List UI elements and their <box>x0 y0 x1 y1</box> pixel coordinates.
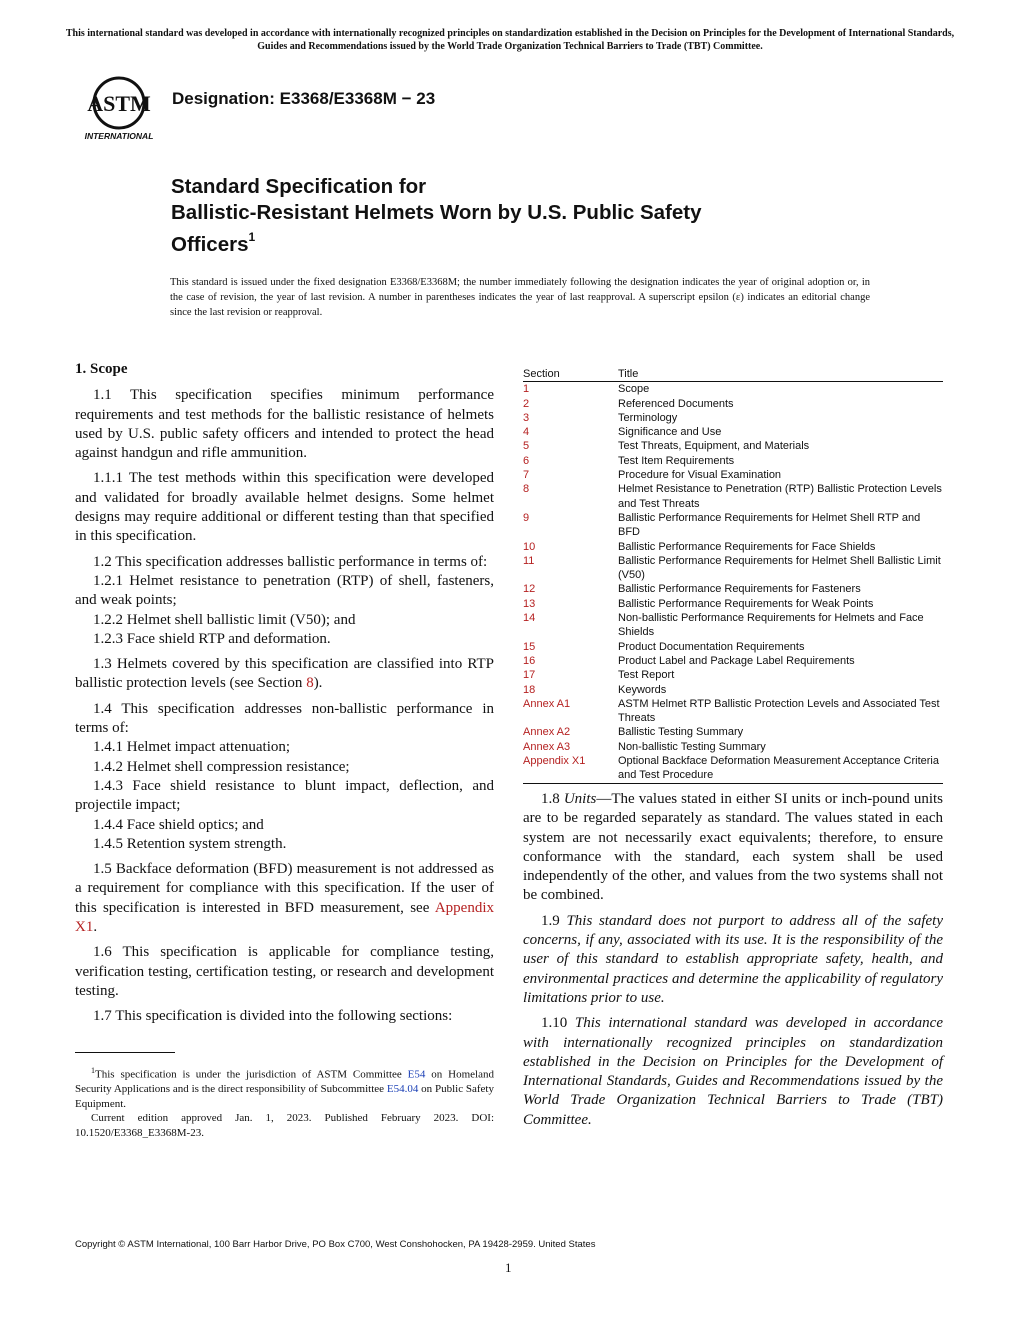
table-row <box>523 740 943 754</box>
section-title: Scope <box>618 383 650 396</box>
column-header-title: Title <box>618 368 639 380</box>
table-row <box>523 425 943 439</box>
table-row <box>523 411 943 425</box>
section-title: Referenced Documents <box>618 397 734 410</box>
issue-note: This standard is issued under the fixed designation E3368/E3368M; the number immediately following the designation indicates the year of original adoption or, in the case of revision, the year of last revision. A number in parentheses indicates the year of last reapproval. A superscript epsilon (ε) indicates an editorial change since the last revision or reapproval. <box>170 277 870 318</box>
para-1-1: 1.1 This specification specifies minimum performance requirements and test methods for the ballistic resistance of helmets used by U.S. public safety officers and intended to protect the head against handgun and rifle ammunition. <box>75 387 494 462</box>
section-title: Ballistic Performance Requirements for Fasteners <box>618 583 861 596</box>
table-row <box>523 640 943 654</box>
table-row <box>523 468 943 482</box>
section-link[interactable]: 6 <box>523 454 530 467</box>
title-line-2: Ballistic-Resistant Helmets Worn by U.S. Public Safety <box>171 201 702 224</box>
section-title: Test Item Requirements <box>618 454 735 467</box>
section-link[interactable]: 4 <box>523 426 530 439</box>
para-1-2-3: 1.2.3 Face shield RTP and deformation. <box>93 630 331 647</box>
table-row <box>523 554 943 583</box>
table-row <box>523 597 943 611</box>
section-link[interactable]: 1 <box>523 383 530 396</box>
section-title: Procedure for Visual Examination <box>618 469 782 482</box>
title-line-3: Officers <box>171 232 249 256</box>
table-row <box>523 511 943 540</box>
section-title: Optional Backface Deformation Measurement Acceptance Criteria and Test Procedure <box>618 755 939 782</box>
section-heading-scope: 1. Scope <box>75 361 128 377</box>
footnote-1: $^1$This specification is under the jurisdiction of ASTM Committee E54 on Homeland Security Applications and is the direct responsibility of Subcommittee E54.04 on Public Safety Equipment. <box>75 1066 494 1110</box>
para-1-6: 1.6 This specification is applicable for compliance testing, verification testing, certification testing, or research and development testing. <box>75 944 494 999</box>
table-row <box>523 611 943 640</box>
para-1-2-2: 1.2.2 Helmet shell ballistic limit (V50); and <box>93 611 356 628</box>
table-row <box>523 654 943 668</box>
section-title: Non-ballistic Testing Summary <box>618 740 766 753</box>
section-title: Product Documentation Requirements <box>618 640 805 653</box>
table-row <box>523 540 943 554</box>
section-link[interactable]: Appendix X1 <box>523 755 586 768</box>
table-row <box>523 382 943 396</box>
section-link[interactable]: Annex A3 <box>523 740 571 753</box>
section-title: ASTM Helmet RTP Ballistic Protection Levels and Associated Test Threats <box>618 697 940 725</box>
section-link[interactable]: 15 <box>523 640 536 653</box>
standard-notice: This international standard was developed in accordance with internationally recognized principles on standardization established in the Decision on Principles for the Development of International Standards, Guides and Recommendations issued by the World Trade Organization Technical Barriers to Trade (TBT) Committee. <box>65 28 955 52</box>
section-link[interactable]: 7 <box>523 469 530 482</box>
section-title: Helmet Resistance to Penetration (RTP) Ballistic Protection Levels and Test Threats <box>618 483 942 510</box>
footnote-divider <box>75 1052 175 1053</box>
column-header-section: Section <box>523 368 560 380</box>
copyright: Copyright © ASTM International, 100 Barr Harbor Drive, PO Box C700, West Conshohocken, PA 19428-2959. United States <box>75 1239 596 1250</box>
para-1-8: 1.8 Units—The values stated in either SI units or inch-pound units are to be regarded separately as standard. The values stated in each system are not necessarily exact equivalents; therefore, to ensure conformance with the standard, each system shall be used independently of the other, and values from the two systems shall not be combined. <box>523 791 943 904</box>
logo-wordmark: ASTM <box>87 91 151 116</box>
section-link[interactable]: Annex A2 <box>523 726 571 739</box>
table-row <box>523 482 943 511</box>
para-1-4-2: 1.4.2 Helmet shell compression resistance; <box>93 758 350 775</box>
section-link[interactable]: 9 <box>523 511 530 524</box>
table-row <box>523 454 943 468</box>
subcommittee-e54-04-link[interactable]: E54.04 <box>386 1083 419 1096</box>
section-title: Keywords <box>618 683 667 696</box>
para-1-5: 1.5 Backface deformation (BFD) measurement is not addressed as a requirement for compliance with this specification. If the user of this specification is interested in BFD measurement, see Appendix X1. <box>75 861 494 936</box>
committee-e54-link[interactable]: E54 <box>407 1068 426 1081</box>
section-link[interactable]: 18 <box>523 683 536 696</box>
para-1-2: 1.2 This specification addresses ballistic performance in terms of: <box>93 553 488 570</box>
logo-subtext: INTERNATIONAL <box>84 131 154 141</box>
section-title: Ballistic Performance Requirements for Helmet Shell Ballistic Limit (V50) <box>618 554 941 582</box>
para-1-3: 1.3 Helmets covered by this specification are classified into RTP ballistic protection levels (see Section 8). <box>75 656 494 692</box>
table-row <box>523 683 943 697</box>
section-title: Significance and Use <box>618 426 722 439</box>
section-8-link[interactable]: 8 <box>306 675 314 692</box>
section-link[interactable]: 14 <box>523 612 536 625</box>
section-link[interactable]: 17 <box>523 669 536 682</box>
appendix-x1-link[interactable]: Appendix X1 <box>75 899 494 936</box>
section-title: Test Threats, Equipment, and Materials <box>618 440 810 453</box>
section-link[interactable]: Annex A1 <box>523 697 571 710</box>
para-1-9: 1.9 This standard does not purport to address all of the safety concerns, if any, associated with its use. It is the responsibility of the user of this standard to establish appropriate safety, health, and environmental practices and determine the applicability of regulatory limitations prior to use. <box>523 912 944 1006</box>
section-title: Product Label and Package Label Requirements <box>618 654 855 667</box>
footnote <box>75 1064 494 1141</box>
left-column <box>75 360 494 1033</box>
section-title: Ballistic Performance Requirements for Helmet Shell RTP and BFD <box>618 511 921 539</box>
section-title: Ballistic Performance Requirements for Weak Points <box>618 597 874 610</box>
table-header <box>523 367 943 382</box>
footnote-edition: Current edition approved Jan. 1, 2023. Published February 2023. DOI: 10.1520/E3368_E3368M-23. <box>75 1112 494 1140</box>
section-link[interactable]: 8 <box>523 483 530 496</box>
section-link[interactable]: 2 <box>523 397 530 410</box>
para-1-10: 1.10 This international standard was developed in accordance with internationally recognized principles on standardization established in the Decision on Principles for the Development of International Standards, Guides and Recommendations issued by the World Trade Organization Technical Barriers to Trade (TBT) Committee. <box>523 1015 944 1128</box>
para-1-7: 1.7 This specification is divided into the following sections: <box>93 1008 453 1025</box>
section-title: Non-ballistic Performance Requirements for Helmets and Face Shields <box>618 612 924 639</box>
section-title: Terminology <box>618 411 678 424</box>
section-link[interactable]: 11 <box>523 554 535 567</box>
table-row <box>523 582 943 596</box>
section-link[interactable]: 5 <box>523 440 530 453</box>
sections-table <box>523 367 943 784</box>
title-line-1: Standard Specification for <box>171 175 427 198</box>
table-row <box>523 397 943 411</box>
title-footnote-marker[interactable]: 1 <box>248 230 256 244</box>
document-title <box>171 174 871 258</box>
table-row <box>523 697 943 726</box>
section-link[interactable]: 10 <box>523 540 536 553</box>
page-number: 1 <box>505 1260 512 1275</box>
section-link[interactable]: 12 <box>523 583 536 596</box>
table-row <box>523 754 943 783</box>
section-link[interactable]: 3 <box>523 411 530 424</box>
para-1-4-1: 1.4.1 Helmet impact attenuation; <box>93 739 291 756</box>
astm-logo <box>76 76 162 142</box>
section-link[interactable]: 16 <box>523 654 536 667</box>
para-1-1-1: 1.1.1 The test methods within this specification were developed and validated for broadly available helmet designs. Some helmet designs may require additional or different testing than that specified in this specification. <box>75 470 494 545</box>
designation: Designation: E3368/E3368M − 23 <box>172 89 436 108</box>
para-1-4-3: 1.4.3 Face shield resistance to blunt impact, deflection, and projectile impact; <box>75 777 494 814</box>
table-row <box>523 725 943 739</box>
right-column <box>523 790 943 1136</box>
para-1-4: 1.4 This specification addresses non-ballistic performance in terms of: <box>75 700 494 737</box>
section-link[interactable]: 13 <box>523 597 536 610</box>
para-1-4-4: 1.4.4 Face shield optics; and <box>93 816 264 833</box>
section-title: Test Report <box>618 669 675 682</box>
para-1-4-5: 1.4.5 Retention system strength. <box>93 835 287 852</box>
table-row <box>523 668 943 682</box>
section-title: Ballistic Performance Requirements for Face Shields <box>618 540 876 553</box>
section-title: Ballistic Testing Summary <box>618 726 744 739</box>
astm-logo-icon <box>76 76 162 142</box>
table-row <box>523 439 943 453</box>
para-1-2-1: 1.2.1 Helmet resistance to penetration (RTP) of shell, fasteners, and weak points; <box>75 572 494 609</box>
